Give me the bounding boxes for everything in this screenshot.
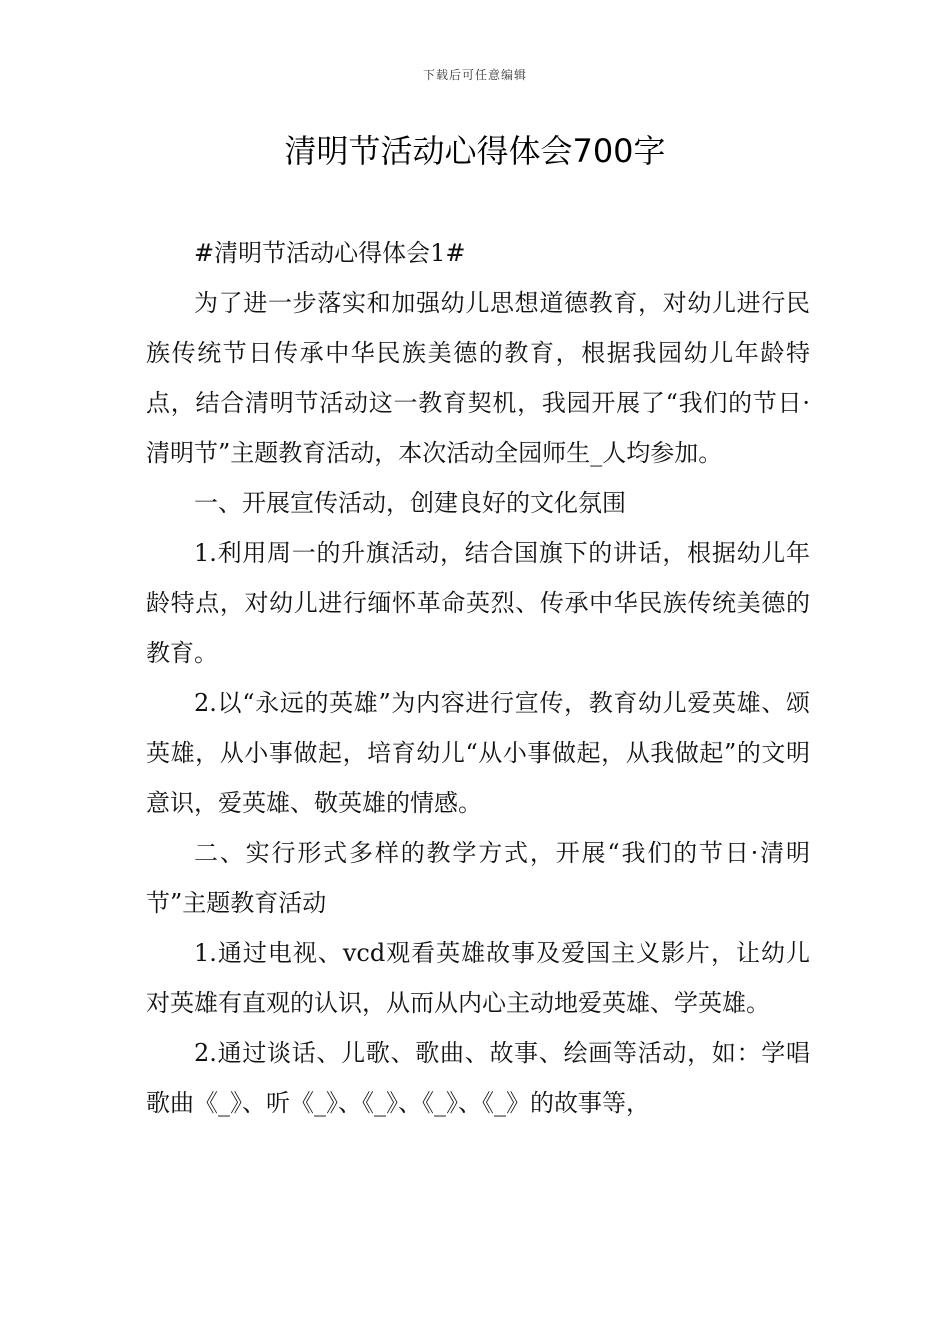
document-title: 清明节活动心得体会700字 bbox=[284, 132, 666, 170]
subsection-heading: 一、开展宣传活动，创建良好的文化氛围 bbox=[194, 489, 626, 517]
paragraph: 为了进一步落实和加强幼儿思想道德教育，对幼儿进行民族传统节日传承中华民族美德的教育，根据我园幼儿年龄特点，结合清明节活动这一教育契机，我园开展了“我们的节日·清明节”主题教育活动，本次活动全园师生_人均参加。 bbox=[146, 289, 810, 467]
document-body bbox=[146, 228, 810, 1128]
header-note: 下载后可任意编辑 bbox=[422, 68, 527, 82]
paragraph: 2.通过谈话、儿歌、歌曲、故事、绘画等活动，如：学唱歌曲《_》、听《_》、《_》、《_》、《_》的故事等， bbox=[146, 1039, 810, 1117]
section-heading: #清明节活动心得体会1# bbox=[194, 239, 466, 267]
subsection-heading: 二、实行形式多样的教学方式，开展“我们的节日·清明节”主题教育活动 bbox=[146, 839, 810, 917]
paragraph: 1.利用周一的升旗活动，结合国旗下的讲话，根据幼儿年龄特点，对幼儿进行缅怀革命英烈、传承中华民族传统美德的教育。 bbox=[146, 539, 810, 667]
paragraph: 2.以“永远的英雄”为内容进行宣传，教育幼儿爱英雄、颂英雄，从小事做起，培育幼儿“从小事做起，从我做起”的文明意识，爱英雄、敬英雄的情感。 bbox=[146, 689, 810, 817]
paragraph: 1.通过电视、vcd观看英雄故事及爱国主义影片，让幼儿对英雄有直观的认识，从而从内心主动地爱英雄、学英雄。 bbox=[146, 939, 810, 1017]
